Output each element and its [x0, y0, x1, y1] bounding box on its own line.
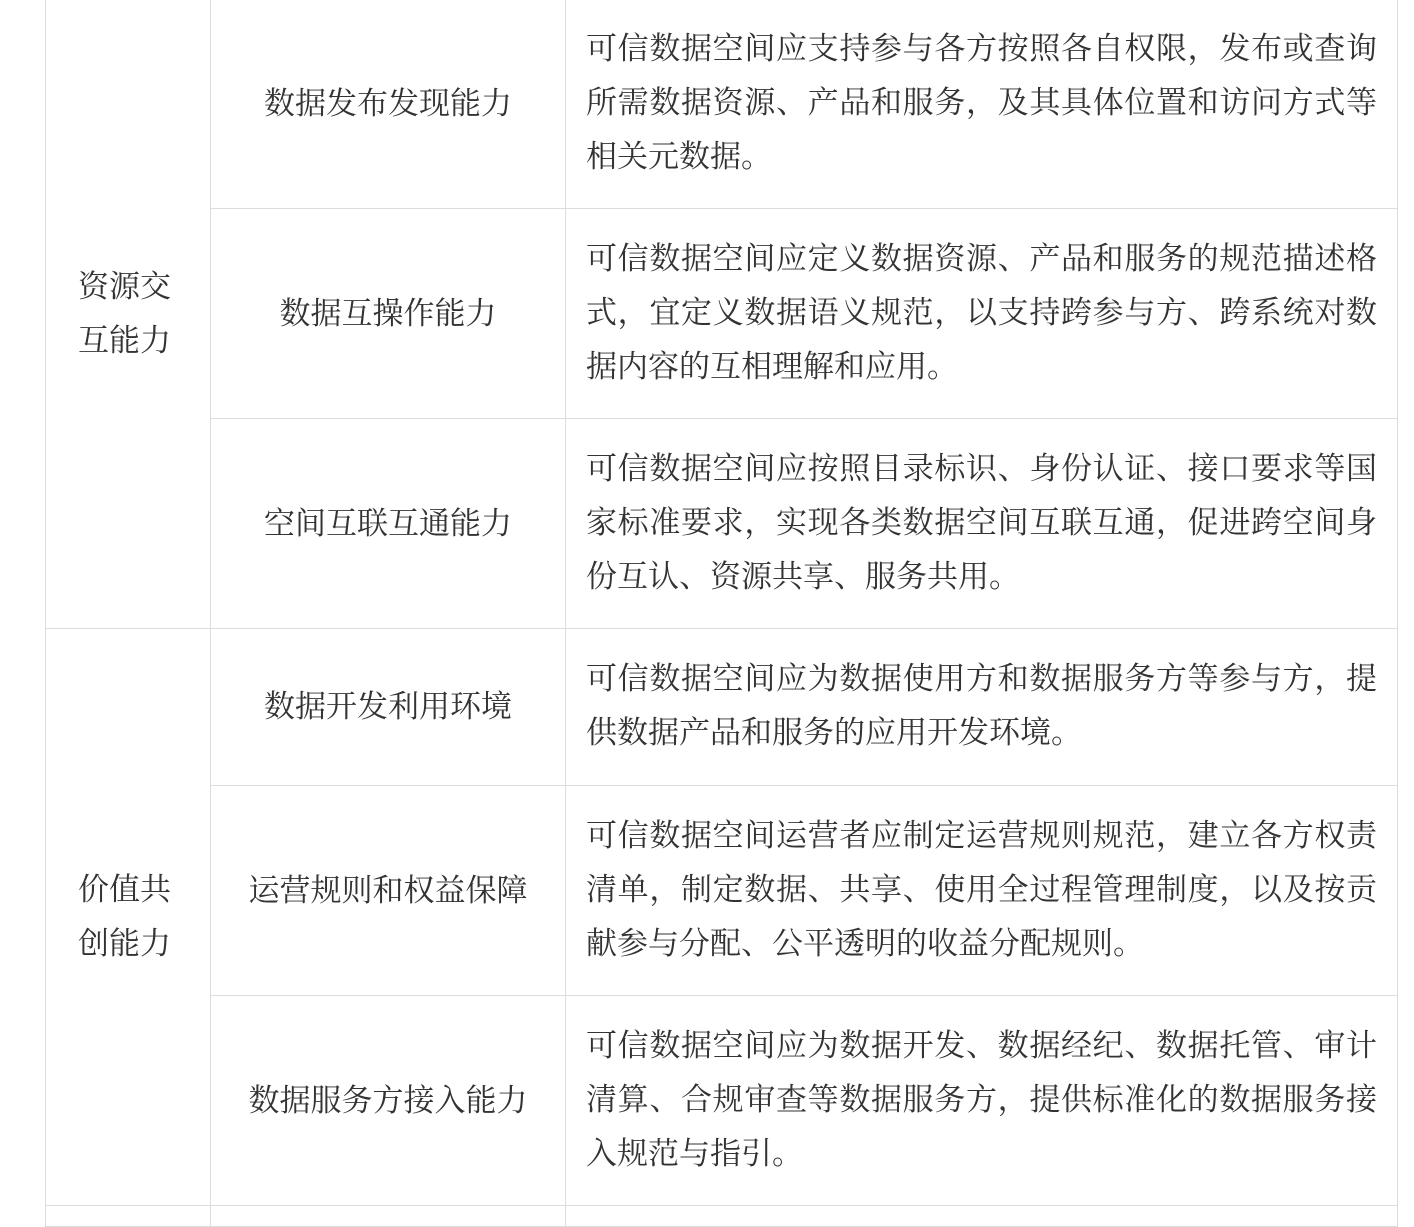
table-row: [46, 0, 1398, 209]
empty-cell: [46, 1206, 211, 1227]
capability-description-cell: 可信数据空间应为数据开发、数据经纪、数据托管、审计清算、合规审查等数据服务方，提供标准化的数据服务接入规范与指引。: [566, 996, 1398, 1206]
capability-name-cell: 数据开发利用环境: [211, 629, 566, 786]
table-row: [46, 996, 1398, 1206]
capability-name-cell: 数据互操作能力: [211, 209, 566, 419]
capability-description-cell: 可信数据空间运营者应制定运营规则规范，建立各方权责清单，制定数据、共享、使用全过程管理制度，以及按贡献参与分配、公平透明的收益分配规则。: [566, 786, 1398, 996]
category-cell-resource-interaction: 资源交互能力: [46, 0, 211, 629]
category-cell-value-co-creation: 价值共创能力: [46, 629, 211, 1206]
empty-cell: [211, 1206, 566, 1227]
table-row: [46, 1206, 1398, 1227]
capability-description-cell: 可信数据空间应定义数据资源、产品和服务的规范描述格式，宜定义数据语义规范，以支持跨参与方、跨系统对数据内容的互相理解和应用。: [566, 209, 1398, 419]
table-row: [46, 629, 1398, 786]
capability-name-cell: 运营规则和权益保障: [211, 786, 566, 996]
capability-name-cell: 空间互联互通能力: [211, 419, 566, 629]
capability-name-cell: 数据发布发现能力: [211, 0, 566, 209]
capability-description-cell: 可信数据空间应为数据使用方和数据服务方等参与方，提供数据产品和服务的应用开发环境。: [566, 629, 1398, 786]
table-row: [46, 419, 1398, 629]
capability-description-cell: 可信数据空间应按照目录标识、身份认证、接口要求等国家标准要求，实现各类数据空间互联互通，促进跨空间身份互认、资源共享、服务共用。: [566, 419, 1398, 629]
capability-name-cell: 数据服务方接入能力: [211, 996, 566, 1206]
capability-description-cell: 可信数据空间应支持参与各方按照各自权限，发布或查询所需数据资源、产品和服务，及其具体位置和访问方式等相关元数据。: [566, 0, 1398, 209]
table-row: [46, 209, 1398, 419]
table-row: [46, 786, 1398, 996]
empty-cell: [566, 1206, 1398, 1227]
capability-table: [45, 0, 1398, 1227]
